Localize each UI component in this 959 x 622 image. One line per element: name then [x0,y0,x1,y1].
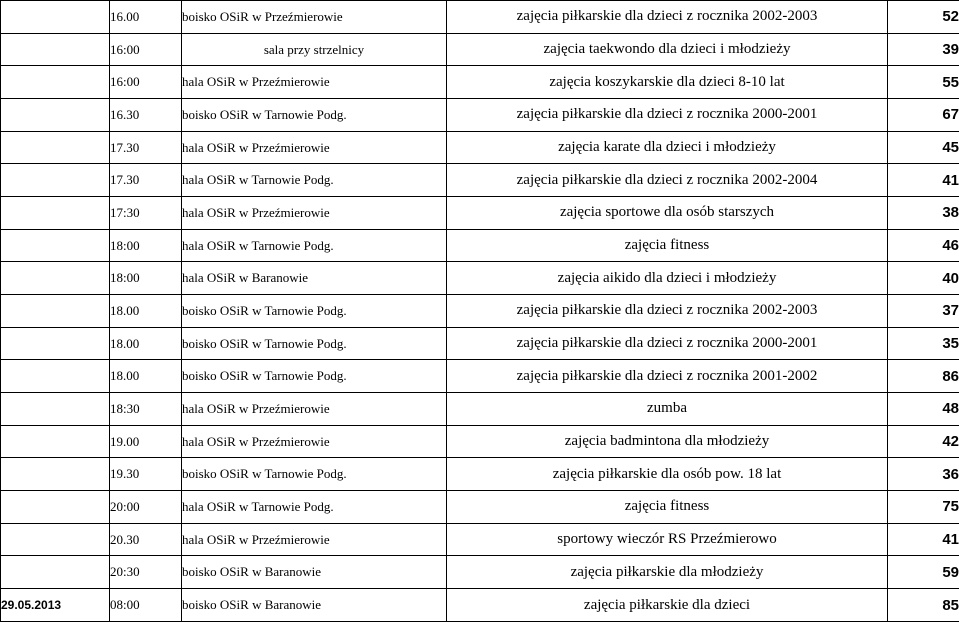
date-cell [1,360,110,393]
date-cell [1,229,110,262]
table-row [1,262,959,295]
venue-cell: boisko OSiR w Tarnowie Podg. [182,327,447,360]
venue-cell: hala OSiR w Przeźmierowie [182,523,447,556]
table-row [1,1,959,34]
activity-cell: zajęcia piłkarskie dla dzieci [447,589,888,622]
count-cell: 59 [888,556,959,589]
count-cell: 36 [888,458,959,491]
date-cell [1,262,110,295]
time-cell: 16.30 [110,99,182,132]
date-cell [1,295,110,328]
count-cell: 75 [888,491,959,524]
date-cell [1,131,110,164]
date-cell [1,393,110,426]
table-row [1,229,959,262]
count-cell: 40 [888,262,959,295]
count-cell: 39 [888,33,959,66]
activity-cell: sportowy wieczór RS Przeźmierowo [447,523,888,556]
venue-cell: hala OSiR w Tarnowie Podg. [182,491,447,524]
activity-cell: zajęcia karate dla dzieci i młodzieży [447,131,888,164]
time-cell: 20.30 [110,523,182,556]
date-cell [1,458,110,491]
venue-cell: boisko OSiR w Przeźmierowie [182,1,447,34]
date-cell: 29.05.2013 [1,589,110,622]
table-row [1,589,959,622]
venue-cell: boisko OSiR w Baranowie [182,589,447,622]
date-cell [1,164,110,197]
time-cell: 16:00 [110,33,182,66]
table-row [1,491,959,524]
venue-cell: hala OSiR w Przeźmierowie [182,425,447,458]
table-row [1,327,959,360]
time-cell: 20:00 [110,491,182,524]
activity-cell: zajęcia fitness [447,229,888,262]
date-cell [1,491,110,524]
activity-cell: zajęcia taekwondo dla dzieci i młodzieży [447,33,888,66]
activity-cell: zajęcia sportowe dla osób starszych [447,197,888,230]
activity-cell: zajęcia piłkarskie dla osób pow. 18 lat [447,458,888,491]
date-cell [1,556,110,589]
activity-cell: zajęcia piłkarskie dla dzieci z rocznika 2002-2003 [447,1,888,34]
time-cell: 16:00 [110,66,182,99]
time-cell: 18:30 [110,393,182,426]
table-row [1,33,959,66]
time-cell: 20:30 [110,556,182,589]
table-row [1,523,959,556]
time-cell: 18:00 [110,229,182,262]
table-row [1,295,959,328]
count-cell: 46 [888,229,959,262]
table-row [1,556,959,589]
venue-cell: hala OSiR w Tarnowie Podg. [182,229,447,262]
time-cell: 19.30 [110,458,182,491]
activity-cell: zajęcia badmintona dla młodzieży [447,425,888,458]
date-cell [1,425,110,458]
activity-cell: zajęcia piłkarskie dla dzieci z rocznika 2002-2004 [447,164,888,197]
date-cell [1,1,110,34]
activity-cell: zajęcia piłkarskie dla dzieci z rocznika 2000-2001 [447,99,888,132]
count-cell: 52 [888,1,959,34]
venue-cell: boisko OSiR w Tarnowie Podg. [182,99,447,132]
count-cell: 67 [888,99,959,132]
count-cell: 42 [888,425,959,458]
table-row [1,164,959,197]
time-cell: 16.00 [110,1,182,34]
date-cell [1,99,110,132]
venue-cell: boisko OSiR w Tarnowie Podg. [182,458,447,491]
venue-cell: hala OSiR w Baranowie [182,262,447,295]
activity-cell: zajęcia piłkarskie dla młodzieży [447,556,888,589]
venue-cell: hala OSiR w Przeźmierowie [182,131,447,164]
venue-cell: hala OSiR w Przeźmierowie [182,393,447,426]
activity-cell: zajęcia piłkarskie dla dzieci z rocznika 2001-2002 [447,360,888,393]
time-cell: 17.30 [110,164,182,197]
date-cell [1,327,110,360]
count-cell: 35 [888,327,959,360]
time-cell: 17:30 [110,197,182,230]
venue-cell: boisko OSiR w Tarnowie Podg. [182,295,447,328]
date-cell [1,197,110,230]
count-cell: 41 [888,164,959,197]
venue-cell: boisko OSiR w Tarnowie Podg. [182,360,447,393]
activity-cell: zajęcia piłkarskie dla dzieci z rocznika 2002-2003 [447,295,888,328]
activity-cell: zajęcia koszykarskie dla dzieci 8-10 lat [447,66,888,99]
count-cell: 85 [888,589,959,622]
date-cell [1,33,110,66]
count-cell: 37 [888,295,959,328]
date-cell [1,523,110,556]
venue-cell: sala przy strzelnicy [182,33,447,66]
count-cell: 38 [888,197,959,230]
activity-cell: zajęcia piłkarskie dla dzieci z rocznika 2000-2001 [447,327,888,360]
table-row [1,99,959,132]
time-cell: 17.30 [110,131,182,164]
venue-cell: hala OSiR w Tarnowie Podg. [182,164,447,197]
table-row [1,66,959,99]
venue-cell: boisko OSiR w Baranowie [182,556,447,589]
venue-cell: hala OSiR w Przeźmierowie [182,66,447,99]
table-row [1,131,959,164]
activity-cell: zajęcia aikido dla dzieci i młodzieży [447,262,888,295]
activity-cell: zumba [447,393,888,426]
date-cell [1,66,110,99]
venue-cell: hala OSiR w Przeźmierowie [182,197,447,230]
schedule-body [1,1,959,622]
count-cell: 86 [888,360,959,393]
count-cell: 48 [888,393,959,426]
table-row [1,425,959,458]
table-row [1,197,959,230]
table-row [1,360,959,393]
time-cell: 08:00 [110,589,182,622]
time-cell: 18.00 [110,295,182,328]
count-cell: 45 [888,131,959,164]
activity-cell: zajęcia fitness [447,491,888,524]
time-cell: 18:00 [110,262,182,295]
count-cell: 55 [888,66,959,99]
table-row [1,393,959,426]
table-row [1,458,959,491]
time-cell: 18.00 [110,327,182,360]
time-cell: 18.00 [110,360,182,393]
time-cell: 19.00 [110,425,182,458]
count-cell: 41 [888,523,959,556]
